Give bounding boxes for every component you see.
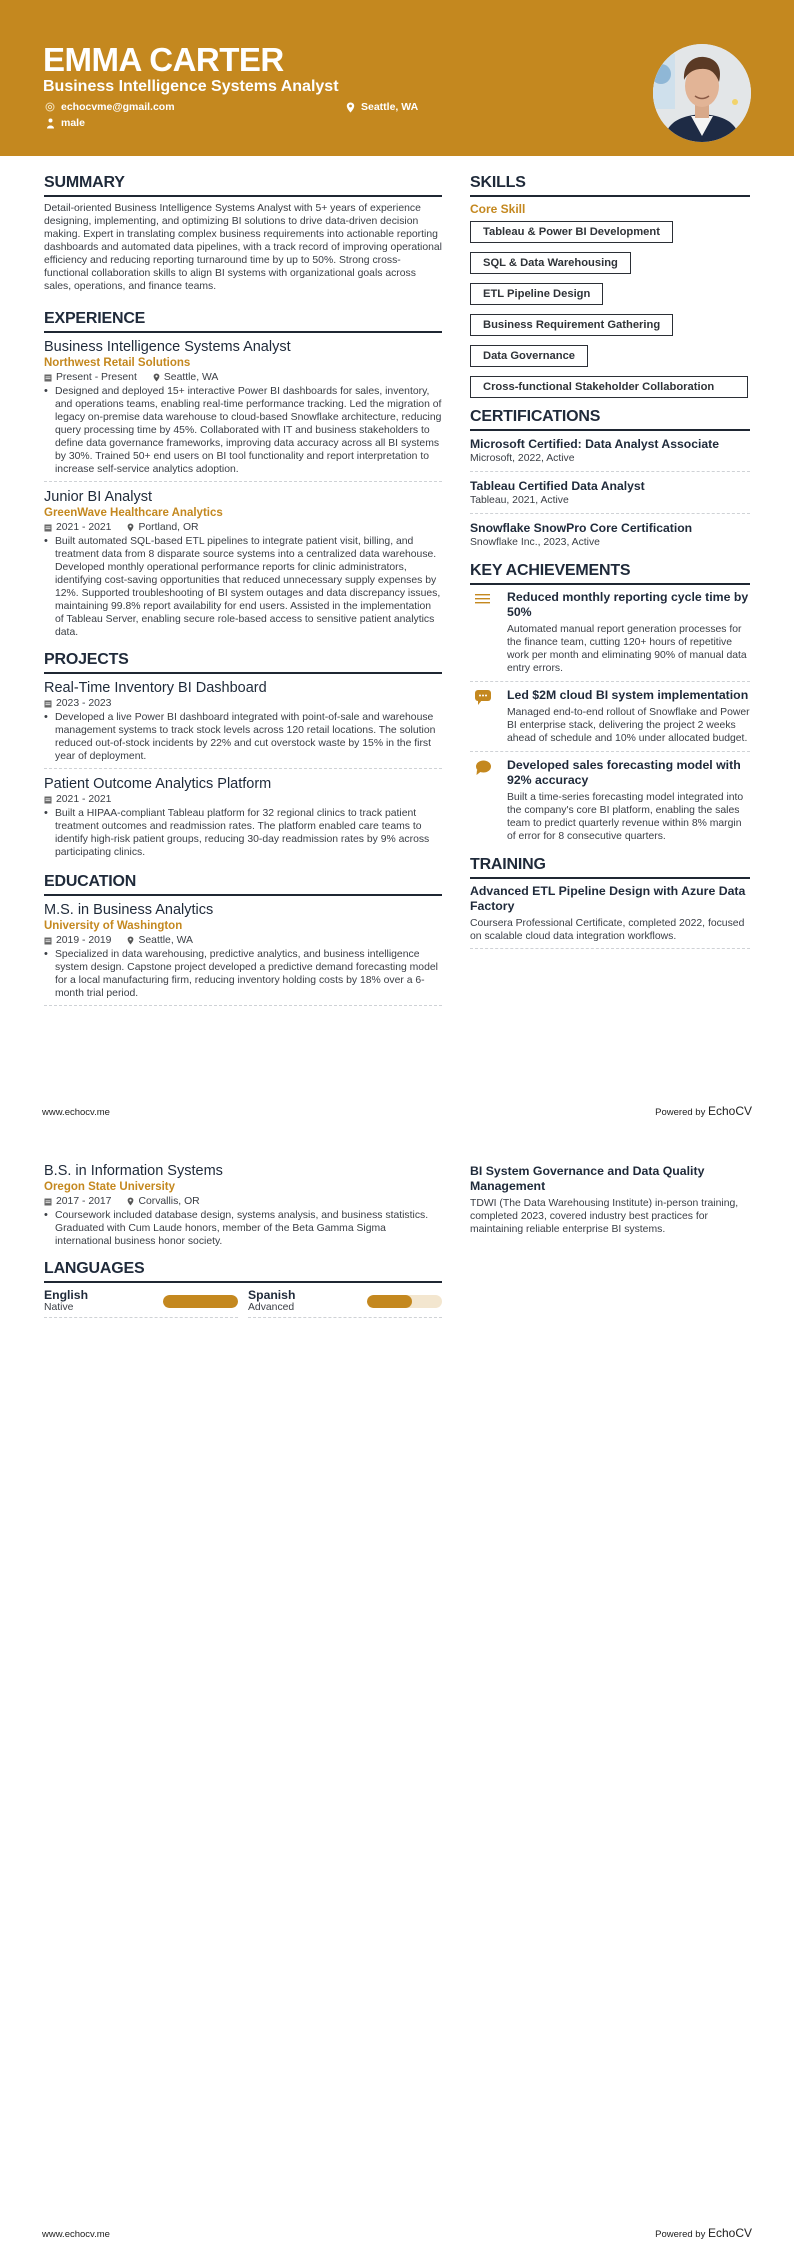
person-icon [45, 118, 55, 128]
skill-tag: SQL & Data Warehousing [470, 252, 631, 274]
email-text: echocvme@gmail.com [61, 101, 175, 113]
skill-list [470, 221, 750, 398]
achievement-description: Built a time-series forecasting model integrated into the company's core BI platform, enabling the sales team to predict quarterly revenue within 8% margin of error for 8 consecutive quarters. [507, 792, 744, 842]
degree-title: B.S. in Information Systems [44, 1163, 223, 1179]
section-title-certifications: CERTIFICATIONS [470, 407, 750, 431]
achievement-item [470, 758, 750, 849]
education-location: Seattle, WA [127, 934, 192, 947]
location-pin-icon [127, 936, 134, 945]
education-dates: 2019 - 2019 [44, 934, 111, 947]
section-title-summary: SUMMARY [44, 173, 442, 197]
candidate-name: EMMA CARTER [43, 41, 284, 78]
skill-tag: Data Governance [470, 345, 588, 367]
section-title-languages: LANGUAGES [44, 1259, 442, 1283]
contact-email[interactable] [45, 100, 175, 114]
page-footer [42, 1104, 752, 1118]
summary-text: Detail-oriented Business Intelligence Systems Analyst with 5+ years of experience designing, implementing, and optimizing BI solutions to drive data-driven decision making. Expert in translating complex business requirements into actionable reporting dashboards and automated data pipelines, with a track record of improving operational efficiency and reducing reporting turnaround time by up to 50%. Strong cross-functional collaboration skills to align BI systems with organizational goals across sales, operations, and finance teams. [44, 203, 442, 292]
left-column [44, 173, 442, 1012]
left-column-page-2 [44, 1162, 442, 1318]
skill-tag: Cross-functional Stakeholder Collaboration [470, 376, 748, 398]
skill-tag: Business Requirement Gathering [470, 314, 673, 336]
calendar-icon [44, 795, 52, 804]
section-title-skills: SKILLS [470, 173, 750, 197]
right-column [470, 173, 750, 955]
achievement-item [470, 688, 750, 752]
project-description: • Developed a live Power BI dashboard integrated with point-of-sale and warehouse management systems to track stock levels across 120 retail locations. The solution reduced out-of-stock incidents by 22% and cut overstock waste by 15% in the first year of deployment. [44, 711, 436, 762]
location-pin-icon [127, 523, 134, 532]
training-section [470, 855, 750, 949]
job-dates: 2021 - 2021 [44, 521, 111, 534]
education-description: • Coursework included database design, systems analysis, and business statistics. Graduated with Cum Laude honors, member of the Beta Gamma Sigma international business honor society. [44, 1209, 429, 1247]
skill-tag: ETL Pipeline Design [470, 283, 603, 305]
job-description: • Built automated SQL-based ETL pipelines to integrate patient visit, billing, and treatment data from 8 disparate source systems into a centralized data warehouse. Developed monthly operational performance reports for clinic administrators, identifying cost-saving opportunities that reduced unnecessary supply expenses by 12%. Supported troubleshooting of BI system outages and data discrepancy issues, maintaining 99.8% report availability for end users. Assisted in the implementation of Tableau Server, enabling secure role-based access to sensitive patient analytics data. [44, 535, 441, 638]
training-title: BI System Governance and Data Quality Management [470, 1164, 705, 1193]
language-name: English [44, 1288, 89, 1302]
project-item [44, 775, 442, 864]
website-link[interactable]: www.echocv.me [42, 1107, 110, 1118]
project-dates: 2021 - 2021 [44, 793, 111, 806]
company-name: GreenWave Healthcare Analytics [44, 507, 223, 519]
location-pin-icon [153, 373, 160, 382]
candidate-role: Business Intelligence Systems Analyst [43, 78, 339, 95]
chat-bubble-icon [470, 758, 507, 843]
job-location: Portland, OR [127, 521, 198, 534]
location-pin-icon [127, 1197, 134, 1206]
certification-issuer: Microsoft, 2022, Active [470, 453, 575, 464]
language-level: Native [44, 1302, 74, 1313]
project-title: Real-Time Inventory BI Dashboard [44, 680, 267, 696]
project-dates: 2023 - 2023 [44, 697, 111, 710]
achievement-title: Reduced monthly reporting cycle time by 50% [507, 590, 749, 619]
skills-subtitle: Core Skill [470, 202, 526, 216]
degree-title: M.S. in Business Analytics [44, 902, 214, 918]
job-title: Junior BI Analyst [44, 489, 152, 505]
calendar-icon [44, 699, 52, 708]
avatar [653, 44, 751, 142]
project-title: Patient Outcome Analytics Platform [44, 776, 272, 792]
location-pin-icon [345, 102, 355, 112]
gender-text: male [61, 117, 85, 129]
section-title-projects: PROJECTS [44, 650, 442, 674]
language-proficiency-bar [163, 1295, 238, 1308]
section-title-training: TRAINING [470, 855, 750, 879]
training-title: Advanced ETL Pipeline Design with Azure Data Factory [470, 884, 746, 913]
language-item [248, 1288, 442, 1318]
education-item [44, 901, 442, 1006]
education-dates: 2017 - 2017 [44, 1195, 111, 1208]
achievement-title: Developed sales forecasting model with 92% accuracy [507, 758, 741, 787]
skills-section [470, 173, 750, 398]
certification-title: Microsoft Certified: Data Analyst Associate [470, 437, 719, 451]
certification-title: Snowflake SnowPro Core Certification [470, 521, 693, 535]
language-level: Advanced [248, 1302, 295, 1313]
skill-tag: Tableau & Power BI Development [470, 221, 673, 243]
experience-section [44, 309, 442, 644]
education-location: Corvallis, OR [127, 1195, 199, 1208]
right-column-page-2 [470, 1164, 750, 1236]
achievement-item [470, 590, 750, 682]
calendar-icon [44, 523, 52, 532]
language-item [44, 1288, 238, 1318]
certification-item [470, 436, 750, 472]
job-location: Seattle, WA [153, 371, 218, 384]
certifications-section [470, 407, 750, 555]
powered-by: Powered by EchoCV [655, 1104, 752, 1118]
page-footer [42, 2226, 752, 2240]
brand-name: EchoCV [707, 2226, 752, 2240]
training-description: Coursera Professional Certificate, completed 2022, focused on scalable cloud data integration workflows. [470, 918, 745, 942]
certification-title: Tableau Certified Data Analyst [470, 479, 645, 493]
website-link[interactable]: www.echocv.me [42, 2229, 110, 2240]
achievement-title: Led $2M cloud BI system implementation [507, 688, 749, 702]
projects-section [44, 650, 442, 864]
training-item [470, 884, 750, 949]
achievement-description: Managed end-to-end rollout of Snowflake and Power BI enterprise stack, delivering the project 2 weeks ahead of schedule and 10% under allocated budget. [507, 707, 750, 744]
summary-section [44, 173, 442, 293]
job-title: Business Intelligence Systems Analyst [44, 339, 291, 355]
job-description: • Designed and deployed 15+ interactive Power BI dashboards for sales, inventory, and operations teams, enabling real-time performance tracking. Led the migration of legacy on-premise data warehouse to cloud-based Snowflake architecture, reducing query processing time by 45%. Collaborated with IT and business stakeholders to define data governance frameworks, improving data accuracy across all BI systems by 30%. Trained 50+ end users on BI tool functionality and report interpretation to increase self-service analytics adoption. [44, 385, 442, 475]
language-proficiency-bar [367, 1295, 442, 1308]
resume-header [0, 0, 794, 156]
languages-section [44, 1259, 442, 1318]
calendar-icon [44, 936, 52, 945]
school-name: Oregon State University [44, 1181, 176, 1193]
section-title-education: EDUCATION [44, 872, 442, 896]
certification-issuer: Snowflake Inc., 2023, Active [470, 537, 600, 548]
experience-item [44, 488, 442, 644]
certification-item [470, 520, 750, 555]
training-item [470, 1164, 750, 1236]
education-description: • Specialized in data warehousing, predictive analytics, and business intelligence system design. Capstone project developed a predictive demand forecasting model for a local manufacturing firm, reducing inventory holding costs by 18% over a 6-month trial period. [44, 948, 438, 999]
calendar-icon [44, 1197, 52, 1206]
contact-location [345, 100, 418, 114]
achievements-section [470, 561, 750, 849]
project-item [44, 679, 442, 769]
location-text: Seattle, WA [361, 101, 419, 113]
brand-name: EchoCV [707, 1104, 752, 1118]
calendar-icon [44, 373, 52, 382]
company-name: Northwest Retail Solutions [44, 357, 191, 369]
section-title-experience: EXPERIENCE [44, 309, 442, 333]
profile-photo [653, 44, 751, 142]
project-description: • Built a HIPAA-compliant Tableau platform for 32 regional clinics to track patient treatment outcomes and readmission rates. The platform enabled care teams to identify high-risk patient groups, reducing 30-day readmission rates by 9% across participating clinics. [44, 807, 430, 858]
training-description: TDWI (The Data Warehousing Institute) in-person training, completed 2023, covered industry best practices for maintaining reliable enterprise BI systems. [470, 1198, 739, 1235]
chat-dots-icon [470, 688, 507, 745]
contact-gender [45, 116, 85, 130]
at-icon [45, 102, 55, 112]
certification-issuer: Tableau, 2021, Active [470, 495, 569, 506]
school-name: University of Washington [44, 920, 183, 932]
education-section [44, 872, 442, 1006]
education-item [44, 1162, 442, 1253]
section-title-achievements: KEY ACHIEVEMENTS [470, 561, 750, 585]
powered-by: Powered by EchoCV [655, 2226, 752, 2240]
bars-icon [470, 590, 507, 675]
experience-item [44, 338, 442, 482]
language-name: Spanish [248, 1288, 296, 1302]
job-dates: Present - Present [44, 371, 137, 384]
certification-item [470, 478, 750, 514]
achievement-description: Automated manual report generation processes for the finance team, cutting 120+ hours of repetitive work per month and eliminating 90% of manual data entry errors. [507, 624, 747, 674]
